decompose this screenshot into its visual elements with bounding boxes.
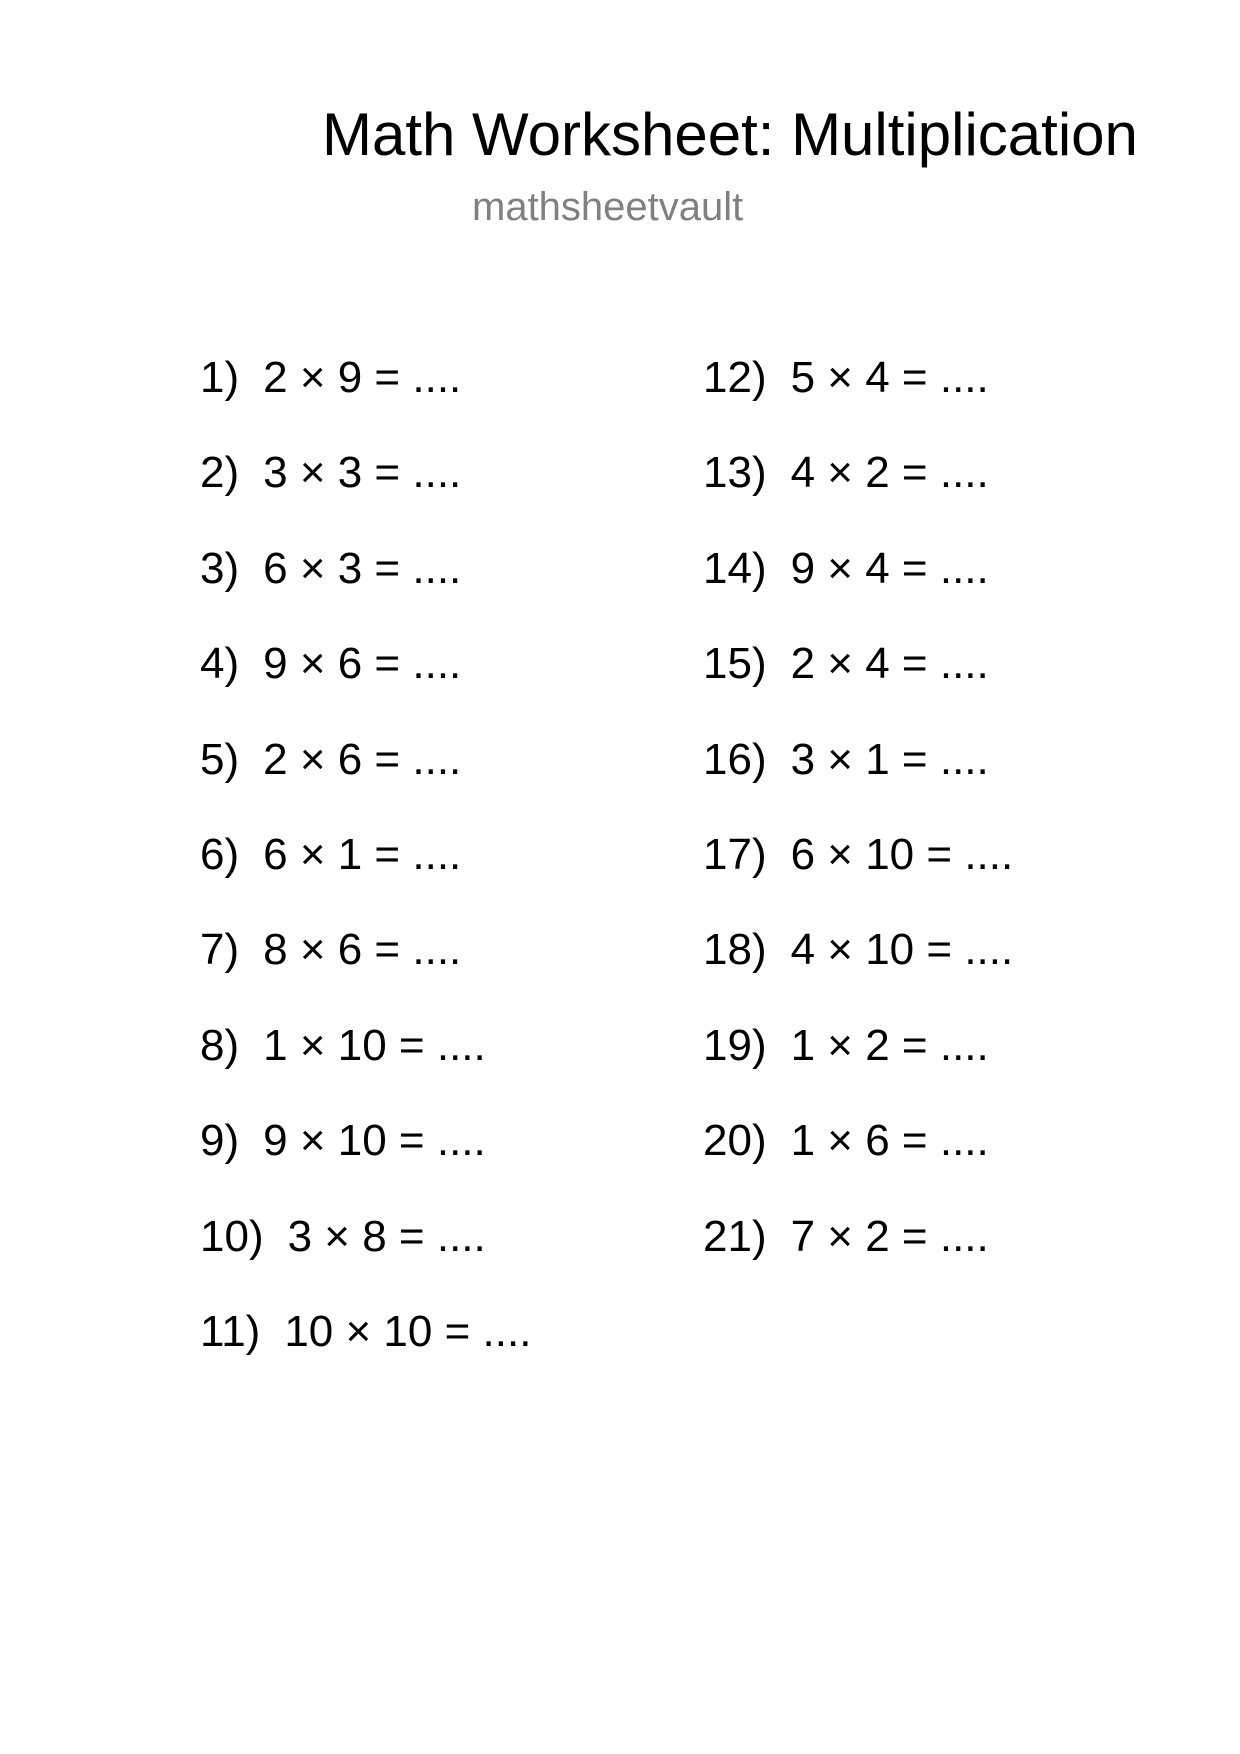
problem-item [200,539,531,634]
problem-item [200,1111,531,1206]
answer-blank: .... [412,543,462,593]
answer-blank: .... [939,639,989,689]
answer-blank: .... [412,448,462,498]
answer-blank: .... [412,925,462,975]
problem-expression: 8 × 6 = [263,925,401,975]
answer-blank: .... [436,1211,486,1261]
problem-item [703,634,1013,729]
answer-blank: .... [436,1116,486,1166]
problem-item [703,825,1013,920]
problem-expression: 1 × 2 = [790,1020,928,1070]
problem-number: 6) [200,829,240,879]
problem-expression: 3 × 3 = [263,448,401,498]
answer-blank: .... [412,353,462,402]
problem-expression: 1 × 10 = [263,1020,425,1070]
problem-expression: 9 × 6 = [263,639,401,689]
answer-blank: .... [964,925,1014,975]
answer-blank: .... [412,829,462,879]
problem-expression: 2 × 9 = [263,353,401,402]
problem-item [703,348,1013,443]
problem-column-right [703,348,1013,1302]
problem-list [0,348,1240,1368]
problem-expression: 2 × 6 = [263,734,401,784]
problem-item [703,1016,1013,1111]
problem-expression: 5 × 4 = [790,353,928,402]
problem-number: 17) [703,829,767,879]
problem-number: 21) [703,1211,767,1261]
problem-number: 19) [703,1020,767,1070]
problem-item [200,1016,531,1111]
problem-item [703,1111,1013,1206]
problem-item [200,920,531,1015]
problem-number: 14) [703,543,767,593]
problem-number: 7) [200,925,240,975]
problem-expression: 9 × 4 = [790,543,928,593]
problem-item [703,1207,1013,1302]
answer-blank: .... [939,734,989,784]
answer-blank: .... [939,1211,989,1261]
answer-blank: .... [964,829,1014,879]
problem-expression: 3 × 8 = [287,1211,425,1261]
problem-expression: 10 × 10 = [284,1306,471,1356]
problem-item [200,634,531,729]
problem-number: 1) [200,353,240,402]
problem-number: 3) [200,543,240,593]
answer-blank: .... [482,1306,532,1356]
problem-column-left [200,348,531,1397]
problem-item [200,443,531,538]
answer-blank: .... [939,1116,989,1166]
problem-number: 18) [703,925,767,975]
problem-number: 4) [200,639,240,689]
answer-blank: .... [939,543,989,593]
problem-number: 16) [703,734,767,784]
answer-blank: .... [939,1020,989,1070]
problem-number: 10) [200,1211,264,1261]
problem-expression: 1 × 6 = [790,1116,928,1166]
problem-number: 5) [200,734,240,784]
problem-expression: 4 × 10 = [790,925,953,975]
problem-number: 8) [200,1020,240,1070]
problem-expression: 6 × 1 = [263,829,401,879]
problem-item [703,730,1013,825]
problem-expression: 6 × 10 = [790,829,953,879]
problem-expression: 6 × 3 = [263,543,401,593]
worksheet-title: Math Worksheet: Multiplication [322,101,1138,168]
answer-blank: .... [436,1020,486,1070]
problem-item [703,920,1013,1015]
problem-expression: 9 × 10 = [263,1116,425,1166]
problem-expression: 4 × 2 = [790,448,928,498]
problem-number: 11) [200,1306,261,1356]
problem-item [703,443,1013,538]
problem-expression: 7 × 2 = [790,1211,928,1261]
problem-number: 13) [703,448,767,498]
problem-number: 15) [703,639,767,689]
problem-number: 20) [703,1116,767,1166]
answer-blank: .... [939,448,989,498]
answer-blank: .... [412,639,462,689]
problem-number: 2) [200,448,240,498]
worksheet-source: mathsheetvault [472,185,744,229]
problem-number: 12) [703,353,767,402]
problem-item [200,730,531,825]
problem-item [200,825,531,920]
answer-blank: .... [939,353,989,402]
answer-blank: .... [412,734,462,784]
problem-item [200,1207,531,1302]
problem-item [200,1302,531,1397]
problem-expression: 3 × 1 = [790,734,928,784]
problem-item [200,348,531,443]
problem-number: 9) [200,1116,240,1166]
problem-item [703,539,1013,634]
problem-expression: 2 × 4 = [790,639,928,689]
